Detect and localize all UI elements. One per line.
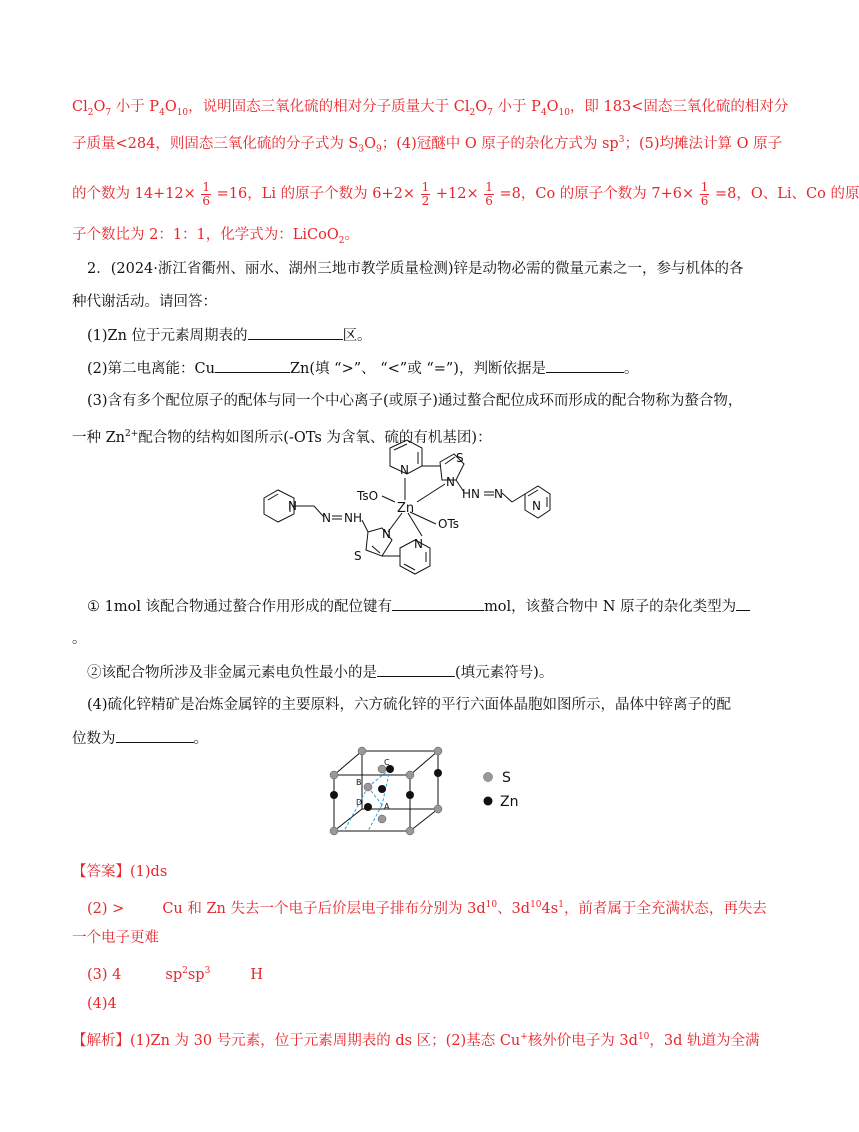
question-2-line-1: 2．(2024·浙江省衢州、丽水、湖州三地市教学质量检测)锌是动物必需的微量元素之一，参与机体的各 (87, 261, 744, 277)
label-b: B (356, 778, 362, 787)
legend-zn-symbol (484, 797, 493, 806)
s-atom (406, 771, 414, 779)
hn-label: HN (462, 487, 480, 501)
explanation-line-1: $Cl_2O_7$ 小于 $P_4O_{10}$，说明固态三氧化硫的相对分子质量大于 $Cl_2O_7$ 小于 $P_4O_{10}$，即 183<固态三氧化硫的相对分 (72, 99, 789, 118)
legend-s-label: S (502, 770, 511, 786)
n-label: N (414, 537, 423, 551)
s-atom (358, 747, 366, 755)
part-2: (2)第二电离能：Cu Zn(填 “>”、 “<”或 “=”)，判断依据是 。 (87, 358, 638, 379)
n-label: N (532, 499, 541, 513)
answer-blank[interactable] (215, 358, 290, 373)
n-label: N (400, 463, 409, 477)
zn-label: Zn (397, 501, 415, 516)
part-1: (1)Zn 位于元素周期表的 区。 (87, 325, 372, 346)
s-atom (434, 747, 442, 755)
sub-question-1-end: 。 (72, 631, 87, 647)
part-4-line-1: (4)硫化锌精矿是冶炼金属锌的主要原料，六方硫化锌的平行六面体晶胞如图所示，晶体中锌离子的配 (87, 697, 732, 713)
fraction-1-6: $\frac{1}{6}$ (700, 179, 709, 208)
fraction-1-2: $\frac{1}{2}$ (421, 179, 430, 208)
legend-zn-label: Zn (500, 794, 519, 810)
fraction-1-6: $\frac{1}{6}$ (485, 179, 493, 208)
n-label: N (446, 475, 455, 489)
answer-2-line-2: 一个电子更难 (72, 930, 159, 946)
part-4-line-2: 位数为 。 (72, 728, 208, 749)
label-c: C (384, 758, 390, 767)
s-label: S (354, 549, 362, 563)
answer-4: (4)4 (87, 996, 117, 1012)
answer-blank[interactable] (248, 325, 343, 340)
part-3-line-2: 一种 $Zn^{2+}$配合物的结构如图所示(-OTs 为含氧、硫的有机基团)： (72, 429, 492, 446)
tso-label: TsO (357, 489, 379, 503)
zn-atom (330, 791, 338, 799)
sub-question-2: ②该配合物所涉及非金属元素电负性最小的是 (填元素符号)。 (87, 662, 553, 683)
s-atom (330, 827, 338, 835)
zns-unit-cell-figure (320, 745, 520, 840)
label-a: A (384, 802, 390, 811)
answer-blank[interactable] (736, 596, 750, 611)
n-label: N (322, 511, 331, 525)
part-3-line-1: (3)含有多个配位原子的配体与同一个中心离子(或原子)通过螯合配位成环而形成的配合物称为螯合物， (87, 393, 743, 409)
zn-atom-d (364, 803, 372, 811)
n-label: N (288, 499, 297, 513)
fraction-1-6: $\frac{1}{6}$ (202, 179, 211, 208)
ots-label: OTs (438, 517, 460, 531)
nh-label: NH (344, 511, 362, 525)
analysis-line-1: 【解析】(1)Zn 为 30 号元素，位于元素周期表的 ds 区；(2)基态 Cu+核外价电子为 $3d^{10}$，3d 轨道为全满 (72, 1032, 760, 1049)
s-atom (406, 827, 414, 835)
zn-complex-structure-figure (250, 440, 560, 585)
n-label: N (382, 527, 391, 541)
s-atom-b (364, 783, 372, 791)
n-label: N (494, 487, 503, 501)
answer-blank[interactable] (377, 662, 455, 677)
explanation-line-3: 的个数为 14+12× $\frac{1}{6}$ =16，Li 的原子个数为 6+2× $\frac{1}{2}$ +12× $\frac{1}{6}$ =8，Co 的原子个数为 7+6× $\frac{1}{6}$ =8，O、Li、Co 的原 (72, 179, 859, 208)
question-2-line-2: 种代谢活动。请回答： (72, 294, 217, 310)
answer-blank[interactable] (392, 596, 484, 611)
s-atom (330, 771, 338, 779)
zn-atom (406, 791, 414, 799)
s-atom (434, 805, 442, 813)
answer-heading: 【答案】(1)ds (72, 864, 168, 880)
s-atom (378, 815, 386, 823)
explanation-line-4: 子个数比为 2：1：1，化学式为：LiCoO$_2$。 (72, 227, 359, 246)
answer-2-line-1: (2) > Cu 和 Zn 失去一个电子后价层电子排布分别为 $3d^{10}$、$3d^{10}4s^1$，前者属于全充满状态，再失去 (87, 900, 767, 917)
sub-question-1: ① 1mol 该配合物通过螯合作用形成的配位键有 mol，该螯合物中 N 原子的杂化类型为 (87, 596, 750, 617)
label-d: D (356, 798, 363, 807)
cell-back-face (362, 751, 438, 809)
explanation-line-2: 子质量<284，则固态三氧化硫的分子式为 $S_3O_9$；(4)冠醚中 O 原子的杂化方式为 $sp^3$；(5)均摊法计算 O 原子 (72, 135, 783, 155)
answer-blank[interactable] (546, 358, 624, 373)
legend-s-symbol (484, 773, 493, 782)
answer-3: (3) 4 $sp^2sp^3$ H (87, 966, 263, 983)
answer-blank[interactable] (116, 728, 194, 743)
zn-atom (378, 785, 386, 793)
s-label: S (456, 451, 464, 465)
zn-atom (434, 769, 442, 777)
